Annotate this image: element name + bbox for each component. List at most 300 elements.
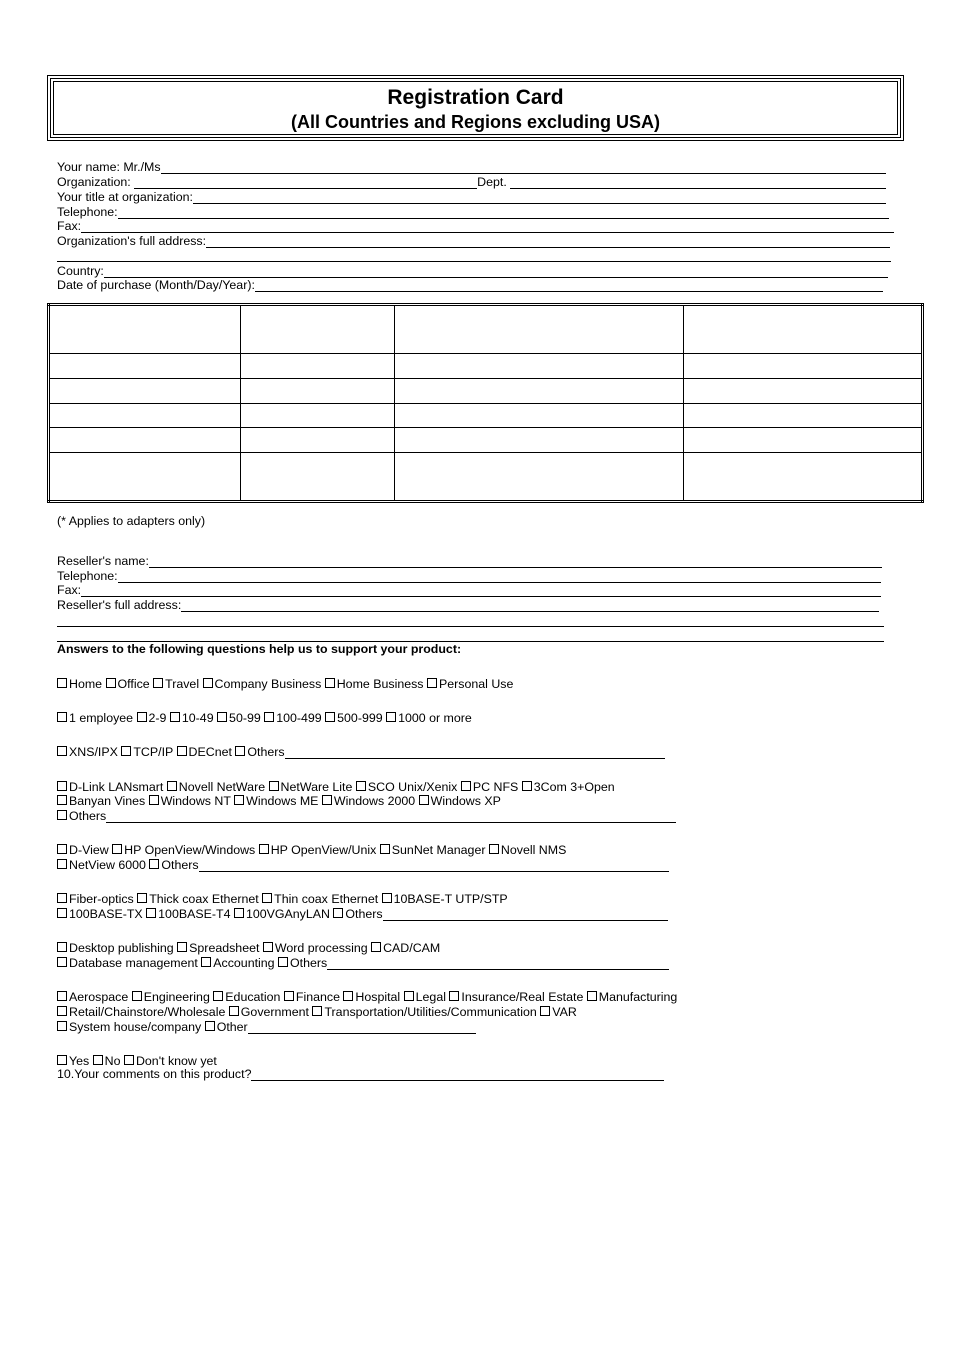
checkbox-option[interactable] — [234, 794, 318, 808]
checkbox-label: Word processing — [274, 941, 368, 955]
checkbox-icon[interactable] — [57, 1055, 67, 1065]
checkbox-option[interactable] — [149, 794, 231, 808]
others-blank[interactable] — [327, 959, 669, 970]
purchase-date-field[interactable] — [57, 278, 883, 293]
checkbox-icon[interactable] — [177, 942, 187, 952]
title-blank[interactable] — [193, 193, 886, 204]
others-blank[interactable] — [106, 812, 676, 823]
checkbox-icon[interactable] — [57, 1021, 67, 1031]
checkbox-option[interactable] — [203, 677, 322, 691]
table-cell[interactable] — [49, 428, 241, 453]
checkbox-label: Thin coax Ethernet — [274, 892, 379, 906]
checkbox-label: Legal — [415, 990, 446, 1004]
q4-line1 — [57, 780, 615, 795]
checkbox-icon[interactable] — [284, 991, 294, 1001]
q8-line2 — [57, 1005, 577, 1020]
checkbox-icon[interactable] — [146, 908, 156, 918]
checkbox-icon[interactable] — [201, 957, 211, 967]
checkbox-label: Government — [240, 1005, 309, 1019]
checkbox-label: Insurance/Real Estate — [461, 990, 584, 1004]
table-cell[interactable] — [683, 354, 922, 379]
product-table — [47, 303, 924, 503]
checkbox-label: No — [104, 1054, 121, 1068]
checkbox-label: Thick coax Ethernet — [149, 892, 259, 906]
checkbox-icon[interactable] — [278, 957, 288, 967]
checkbox-icon[interactable] — [540, 1006, 550, 1016]
checkbox-label: 500-999 — [337, 711, 383, 725]
checkbox-label: Novell NMS — [500, 843, 567, 857]
checkbox-option[interactable] — [234, 907, 330, 921]
checkbox-option[interactable] — [217, 711, 261, 725]
checkbox-icon[interactable] — [149, 795, 159, 805]
checkbox-label: Novell NetWare — [178, 780, 266, 794]
table-cell[interactable] — [49, 403, 241, 428]
reseller-telephone-blank[interactable] — [118, 572, 881, 583]
checkbox-icon[interactable] — [489, 844, 499, 854]
dept-label: Dept. — [477, 175, 507, 189]
checkbox-option[interactable] — [333, 907, 382, 921]
checkbox-label: Fiber-optics — [69, 892, 134, 906]
checkbox-option[interactable] — [427, 677, 513, 691]
title-label: Your title at organization: — [57, 190, 193, 204]
checkbox-icon[interactable] — [112, 844, 122, 854]
q8-line3 — [57, 1020, 476, 1035]
checkbox-icon[interactable] — [217, 712, 227, 722]
q10-field[interactable] — [57, 1067, 664, 1082]
checkbox-option[interactable] — [489, 843, 566, 857]
checkbox-icon[interactable] — [343, 991, 353, 1001]
checkbox-label: Windows 2000 — [333, 794, 416, 808]
checkbox-icon[interactable] — [234, 908, 244, 918]
org-address-label: Organization's full address: — [57, 234, 207, 248]
checkbox-label: Transportation/Utilities/Communication — [324, 1005, 537, 1019]
checkbox-option[interactable] — [264, 711, 321, 725]
checkbox-label: Home Business — [336, 677, 424, 691]
others-blank[interactable] — [383, 910, 668, 921]
organization-blank[interactable] — [134, 178, 477, 189]
reseller-telephone-label: Telephone: — [57, 569, 118, 583]
checkbox-icon[interactable] — [57, 893, 67, 903]
checkbox-option[interactable] — [132, 990, 210, 1004]
checkbox-option[interactable] — [167, 780, 265, 794]
table-cell[interactable] — [241, 305, 395, 354]
checkbox-label: Others — [247, 745, 285, 759]
checkbox-icon[interactable] — [262, 893, 272, 903]
questions-heading: Answers to the following questions help us to support your product: — [57, 642, 462, 656]
checkbox-label: 1 employee — [69, 711, 134, 725]
adapter-note: (* Applies to adapters only) — [57, 514, 206, 528]
checkbox-label: XNS/IPX — [69, 745, 118, 759]
checkbox-label: Spreadsheet — [189, 941, 260, 955]
q4-line3 — [57, 809, 676, 824]
checkbox-option[interactable] — [205, 1020, 248, 1034]
fax-label: Fax: — [57, 219, 82, 233]
checkbox-icon[interactable] — [149, 859, 159, 869]
checkbox-icon[interactable] — [427, 678, 437, 688]
checkbox-option[interactable] — [263, 941, 368, 955]
checkbox-label: Travel — [165, 677, 200, 691]
checkbox-option[interactable] — [449, 990, 583, 1004]
reseller-fax-blank[interactable] — [81, 586, 881, 597]
checkbox-option[interactable] — [57, 858, 146, 872]
reseller-telephone-field[interactable] — [57, 569, 881, 584]
reseller-address-line2[interactable] — [57, 625, 884, 627]
checkbox-icon[interactable] — [229, 1006, 239, 1016]
title-field[interactable] — [57, 190, 886, 205]
table-cell[interactable] — [395, 305, 683, 354]
organization-field[interactable] — [57, 175, 886, 190]
name-field[interactable] — [57, 160, 886, 175]
checkbox-icon[interactable] — [587, 991, 597, 1001]
checkbox-icon[interactable] — [235, 746, 245, 756]
table-cell[interactable] — [49, 354, 241, 379]
table-cell[interactable] — [241, 452, 395, 501]
table-cell[interactable] — [241, 354, 395, 379]
checkbox-label: HP OpenView/Unix — [270, 843, 377, 857]
checkbox-option[interactable] — [146, 907, 230, 921]
table-row — [49, 403, 923, 428]
checkbox-icon[interactable] — [57, 810, 67, 820]
checkbox-icon[interactable] — [57, 991, 67, 1001]
checkbox-option[interactable] — [124, 1054, 217, 1068]
table-cell[interactable] — [683, 305, 922, 354]
checkbox-option[interactable] — [170, 711, 214, 725]
telephone-label: Telephone: — [57, 205, 118, 219]
checkbox-icon[interactable] — [322, 795, 332, 805]
checkbox-option[interactable] — [587, 990, 678, 1004]
checkbox-option[interactable] — [137, 711, 167, 725]
checkbox-label: 10BASE-T UTP/STP — [393, 892, 508, 906]
checkbox-option[interactable] — [112, 843, 255, 857]
checkbox-option[interactable] — [57, 843, 109, 857]
checkbox-option[interactable] — [57, 1054, 89, 1068]
checkbox-option[interactable] — [106, 677, 150, 691]
checkbox-option[interactable] — [57, 892, 134, 906]
checkbox-option[interactable] — [262, 892, 378, 906]
name-label: Your name: Mr./Ms — [57, 160, 161, 174]
reseller-address-field[interactable] — [57, 598, 879, 613]
card-subtitle: (All Countries and Regions excluding USA) — [290, 112, 661, 132]
checkbox-icon[interactable] — [404, 991, 414, 1001]
checkbox-option[interactable] — [382, 892, 508, 906]
q4-line2 — [57, 794, 501, 809]
checkbox-icon[interactable] — [57, 844, 67, 854]
checkbox-option[interactable] — [312, 1005, 536, 1019]
telephone-field[interactable] — [57, 205, 889, 220]
reseller-fax-field[interactable] — [57, 583, 881, 598]
others-blank[interactable] — [285, 748, 665, 759]
card-title: Registration Card — [387, 86, 564, 109]
checkbox-icon[interactable] — [57, 957, 67, 967]
purchase-date-label: Date of purchase (Month/Day/Year): — [57, 278, 255, 292]
checkbox-label: Personal Use — [438, 677, 514, 691]
checkbox-icon[interactable] — [57, 908, 67, 918]
checkbox-icon[interactable] — [57, 859, 67, 869]
checkbox-option[interactable] — [57, 794, 145, 808]
title-box — [47, 75, 904, 141]
name-blank[interactable] — [161, 163, 886, 174]
table-cell[interactable] — [683, 378, 922, 403]
checkbox-option[interactable] — [269, 780, 353, 794]
reseller-address-label: Reseller's full address: — [57, 598, 182, 612]
checkbox-icon[interactable] — [234, 795, 244, 805]
checkbox-icon[interactable] — [106, 678, 116, 688]
q7-line2 — [57, 956, 669, 971]
checkbox-label: Office — [117, 677, 150, 691]
reseller-name-label: Reseller's name: — [57, 554, 149, 568]
checkbox-label: 50-99 — [229, 711, 261, 725]
checkbox-label: Others — [290, 956, 328, 970]
checkbox-option[interactable] — [57, 1020, 201, 1034]
checkbox-icon[interactable] — [325, 712, 335, 722]
checkbox-icon[interactable] — [57, 942, 67, 952]
table-cell[interactable] — [395, 354, 683, 379]
checkbox-label: 100VGAnyLAN — [245, 907, 330, 921]
q2-line — [57, 711, 472, 726]
checkbox-label: Others — [69, 809, 107, 823]
organization-label: Organization: — [57, 175, 131, 189]
checkbox-icon[interactable] — [153, 678, 163, 688]
checkbox-option[interactable] — [461, 780, 518, 794]
checkbox-label: SCO Unix/Xenix — [367, 780, 458, 794]
dept-blank[interactable] — [510, 178, 886, 189]
reseller-name-blank[interactable] — [149, 557, 882, 568]
checkbox-option[interactable] — [380, 843, 486, 857]
checkbox-label: PC NFS — [472, 780, 519, 794]
checkbox-icon[interactable] — [380, 844, 390, 854]
checkbox-option[interactable] — [149, 858, 198, 872]
checkbox-label: HP OpenView/Windows — [124, 843, 256, 857]
checkbox-icon[interactable] — [263, 942, 273, 952]
checkbox-label: 2-9 — [148, 711, 167, 725]
table-cell[interactable] — [241, 428, 395, 453]
checkbox-option[interactable] — [343, 990, 400, 1004]
reseller-fax-label: Fax: — [57, 583, 82, 597]
checkbox-label: 100BASE-T4 — [158, 907, 231, 921]
checkbox-label: NetView 6000 — [69, 858, 146, 872]
org-address-line2[interactable] — [57, 260, 891, 262]
checkbox-option[interactable] — [278, 956, 327, 970]
checkbox-option[interactable] — [325, 677, 424, 691]
checkbox-label: Manufacturing — [598, 990, 678, 1004]
checkbox-icon[interactable] — [57, 781, 67, 791]
table-cell[interactable] — [683, 403, 922, 428]
org-address-blank[interactable] — [206, 237, 890, 248]
checkbox-label: Yes — [69, 1054, 90, 1068]
checkbox-option[interactable] — [57, 990, 128, 1004]
table-cell[interactable] — [49, 378, 241, 403]
country-field[interactable] — [57, 264, 888, 279]
telephone-blank[interactable] — [118, 208, 889, 219]
checkbox-icon[interactable] — [137, 712, 147, 722]
checkbox-icon[interactable] — [259, 844, 269, 854]
checkbox-label: Education — [225, 990, 281, 1004]
table-row — [49, 428, 923, 453]
checkbox-label: TCP/IP — [133, 745, 174, 759]
checkbox-option[interactable] — [137, 892, 259, 906]
checkbox-option[interactable] — [201, 956, 274, 970]
checkbox-label: Engineering — [143, 990, 210, 1004]
q10-blank[interactable] — [251, 1070, 664, 1081]
q5-line2 — [57, 858, 669, 873]
checkbox-icon[interactable] — [213, 991, 223, 1001]
checkbox-option[interactable] — [153, 677, 199, 691]
checkbox-label: Desktop publishing — [69, 941, 174, 955]
table-row — [49, 378, 923, 403]
q5-line1 — [57, 843, 566, 858]
checkbox-option[interactable] — [57, 1005, 225, 1019]
checkbox-label: 1000 or more — [398, 711, 472, 725]
checkbox-icon[interactable] — [57, 1006, 67, 1016]
checkbox-label: NetWare Lite — [280, 780, 353, 794]
checkbox-option[interactable] — [284, 990, 340, 1004]
checkbox-option[interactable] — [371, 941, 440, 955]
checkbox-icon[interactable] — [325, 678, 335, 688]
q3-line — [57, 745, 665, 760]
checkbox-icon[interactable] — [522, 781, 532, 791]
fax-field[interactable] — [57, 219, 894, 234]
checkbox-option[interactable] — [57, 677, 102, 691]
checkbox-option[interactable] — [356, 780, 458, 794]
checkbox-icon[interactable] — [371, 942, 381, 952]
checkbox-icon[interactable] — [386, 712, 396, 722]
checkbox-icon[interactable] — [177, 746, 187, 756]
checkbox-icon[interactable] — [449, 991, 459, 1001]
checkbox-option[interactable] — [57, 780, 163, 794]
checkbox-label: VAR — [552, 1005, 577, 1019]
table-cell[interactable] — [683, 428, 922, 453]
q6-line1 — [57, 892, 508, 907]
checkbox-option[interactable] — [322, 794, 415, 808]
checkbox-icon[interactable] — [333, 908, 343, 918]
checkbox-label: Home — [69, 677, 103, 691]
checkbox-label: Company Business — [214, 677, 322, 691]
checkbox-option[interactable] — [177, 745, 232, 759]
checkbox-option[interactable] — [57, 907, 143, 921]
checkbox-icon[interactable] — [419, 795, 429, 805]
checkbox-option[interactable] — [57, 711, 133, 725]
checkbox-label: Banyan Vines — [69, 794, 146, 808]
checkbox-icon[interactable] — [170, 712, 180, 722]
checkbox-icon[interactable] — [356, 781, 366, 791]
checkbox-option[interactable] — [177, 941, 259, 955]
checkbox-icon[interactable] — [312, 1006, 322, 1016]
checkbox-icon[interactable] — [93, 1055, 103, 1065]
reseller-address-blank[interactable] — [181, 601, 879, 612]
checkbox-icon[interactable] — [57, 712, 67, 722]
checkbox-label: Aerospace — [69, 990, 129, 1004]
checkbox-icon[interactable] — [57, 746, 67, 756]
org-address-field[interactable] — [57, 234, 890, 249]
checkbox-label: Other — [216, 1020, 248, 1034]
others-blank[interactable] — [199, 861, 669, 872]
checkbox-icon[interactable] — [205, 1021, 215, 1031]
fax-blank[interactable] — [81, 222, 894, 233]
checkbox-icon[interactable] — [269, 781, 279, 791]
checkbox-option[interactable] — [522, 780, 615, 794]
others-blank[interactable] — [248, 1023, 476, 1034]
checkbox-icon[interactable] — [203, 678, 213, 688]
checkbox-option[interactable] — [540, 1005, 577, 1019]
table-cell[interactable] — [395, 428, 683, 453]
checkbox-icon[interactable] — [167, 781, 177, 791]
checkbox-label: Finance — [295, 990, 340, 1004]
table-cell[interactable] — [49, 452, 241, 501]
checkbox-option[interactable] — [325, 711, 382, 725]
q10-label: 10.Your comments on this product? — [57, 1067, 252, 1081]
table-cell[interactable] — [395, 378, 683, 403]
checkbox-option[interactable] — [57, 941, 174, 955]
checkbox-label: Don't know yet — [135, 1054, 217, 1068]
country-blank[interactable] — [104, 267, 888, 278]
checkbox-label: SunNet Manager — [391, 843, 486, 857]
checkbox-option[interactable] — [235, 745, 284, 759]
checkbox-label: DECnet — [188, 745, 232, 759]
checkbox-icon[interactable] — [57, 795, 67, 805]
q1-line — [57, 677, 513, 692]
checkbox-icon[interactable] — [132, 991, 142, 1001]
checkbox-option[interactable] — [57, 745, 118, 759]
checkbox-option[interactable] — [419, 794, 501, 808]
checkbox-label: Retail/Chainstore/Wholesale — [69, 1005, 226, 1019]
checkbox-option[interactable] — [57, 809, 106, 823]
checkbox-label: Database management — [69, 956, 198, 970]
checkbox-label: Others — [161, 858, 199, 872]
checkbox-icon[interactable] — [382, 893, 392, 903]
checkbox-label: 100BASE-TX — [69, 907, 143, 921]
table-cell[interactable] — [395, 452, 683, 501]
checkbox-icon[interactable] — [121, 746, 131, 756]
checkbox-label: 10-49 — [181, 711, 214, 725]
checkbox-option[interactable] — [93, 1054, 121, 1068]
checkbox-label: Windows XP — [430, 794, 501, 808]
checkbox-icon[interactable] — [57, 678, 67, 688]
reseller-name-field[interactable] — [57, 554, 882, 569]
table-cell[interactable] — [241, 378, 395, 403]
checkbox-option[interactable] — [57, 956, 198, 970]
table-row — [49, 305, 923, 354]
table-row — [49, 452, 923, 501]
q7-line1 — [57, 941, 440, 956]
table-cell[interactable] — [241, 403, 395, 428]
checkbox-option[interactable] — [121, 745, 173, 759]
checkbox-label: CAD/CAM — [383, 941, 441, 955]
q8-line1 — [57, 990, 677, 1005]
checkbox-icon[interactable] — [137, 893, 147, 903]
checkbox-label: Windows NT — [160, 794, 231, 808]
checkbox-label: D-Link LANsmart — [69, 780, 164, 794]
checkbox-option[interactable] — [259, 843, 377, 857]
checkbox-option[interactable] — [229, 1005, 309, 1019]
checkbox-icon[interactable] — [124, 1055, 134, 1065]
checkbox-icon[interactable] — [461, 781, 471, 791]
checkbox-icon[interactable] — [264, 712, 274, 722]
checkbox-option[interactable] — [404, 990, 446, 1004]
table-cell[interactable] — [49, 305, 241, 354]
checkbox-label: 3Com 3+Open — [533, 780, 615, 794]
table-cell[interactable] — [683, 452, 922, 501]
checkbox-label: Windows ME — [246, 794, 319, 808]
checkbox-label: Others — [345, 907, 383, 921]
table-cell[interactable] — [395, 403, 683, 428]
checkbox-label: Hospital — [355, 990, 401, 1004]
checkbox-label: 100-499 — [276, 711, 322, 725]
checkbox-option[interactable] — [386, 711, 472, 725]
q6-line2 — [57, 907, 668, 922]
purchase-date-blank[interactable] — [255, 281, 883, 292]
checkbox-option[interactable] — [213, 990, 280, 1004]
checkbox-label: D-View — [69, 843, 109, 857]
